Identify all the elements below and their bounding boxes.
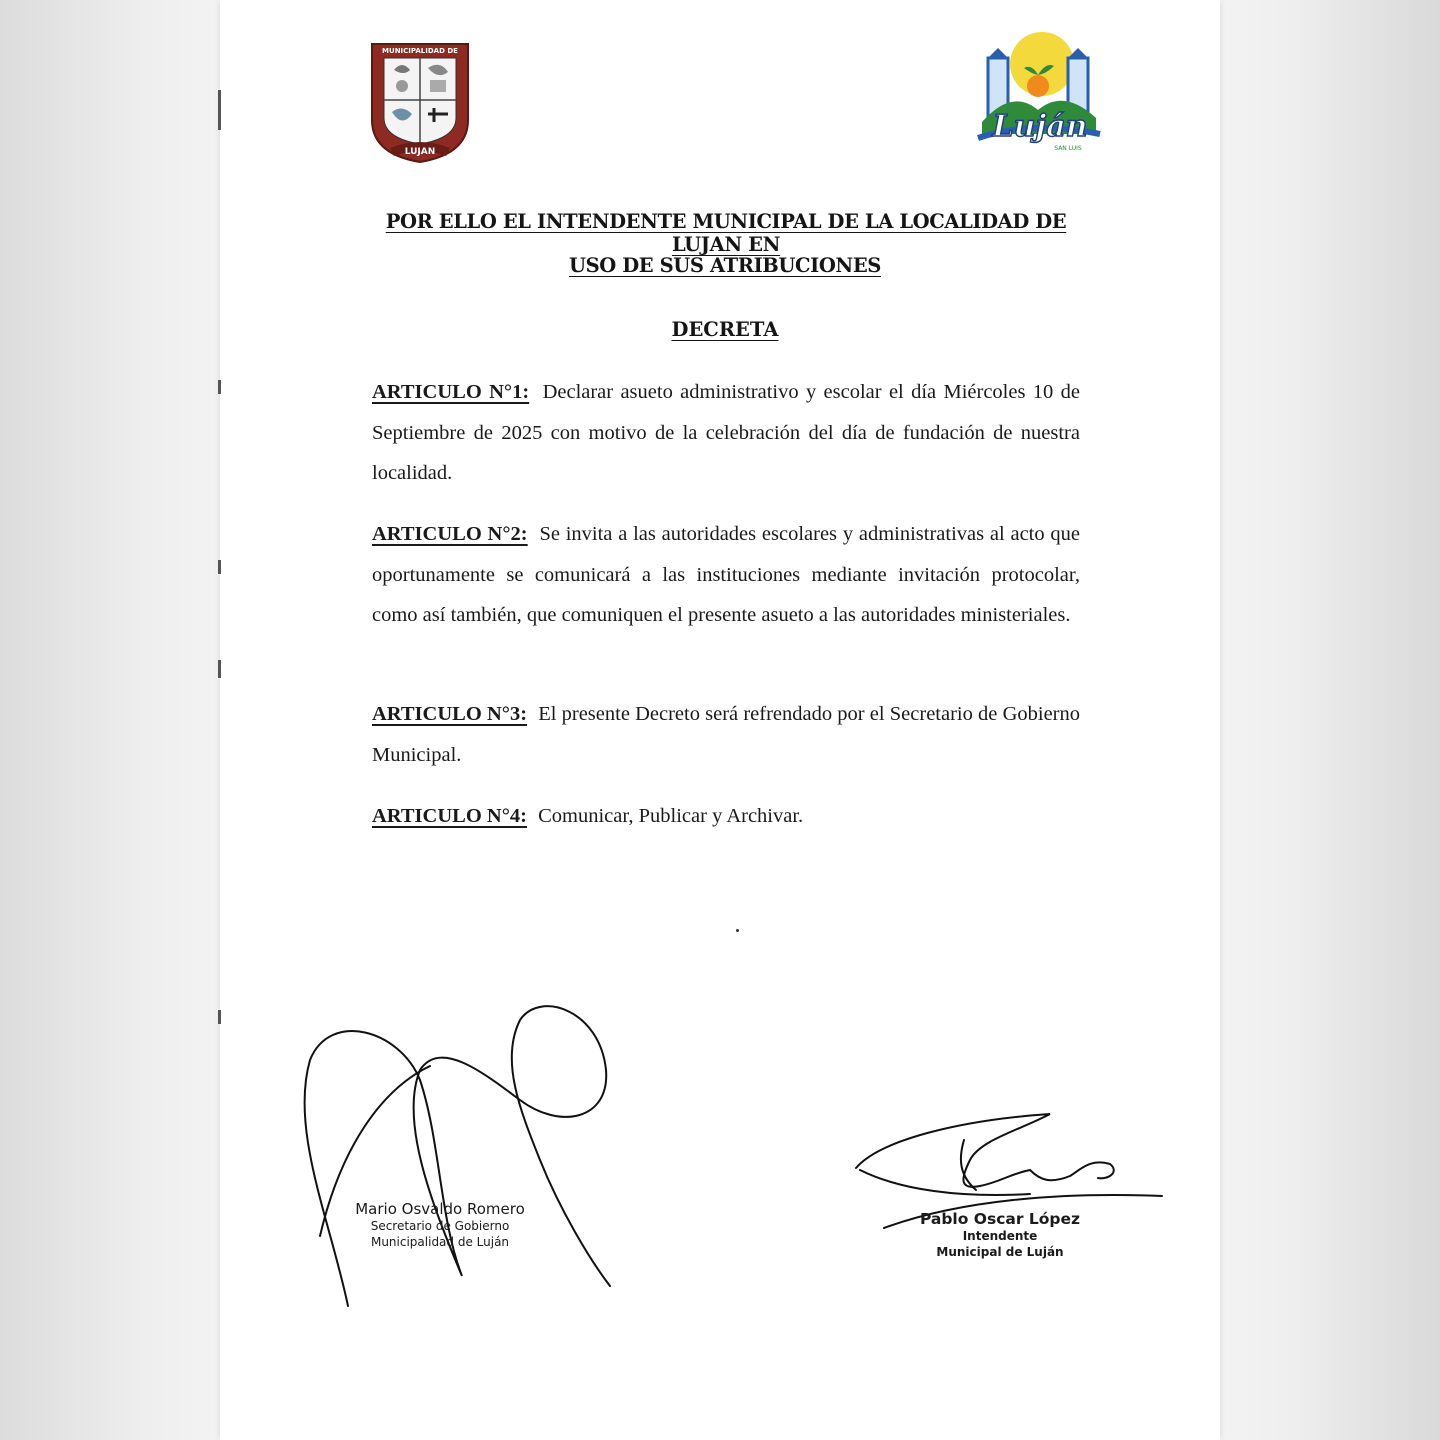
edge-mark: [218, 90, 221, 130]
article-label: ARTICULO N°1:: [372, 381, 530, 403]
edge-mark: [218, 380, 221, 394]
decree-heading-line-1: POR ELLO EL INTENDENTE MUNICIPAL DE LA LOCALIDAD DE LUJAN EN: [385, 210, 1067, 256]
edge-mark: [218, 1010, 221, 1024]
crest-bottom-label: LUJAN: [404, 147, 436, 157]
lujan-san-luis-logo: [972, 30, 1106, 162]
signature-block-secretary: [340, 1200, 540, 1250]
logo-subtext: SAN LUIS: [1054, 145, 1082, 152]
signatory-office: Municipalidad de Luján: [370, 1235, 510, 1249]
decree-heading-line-2: USO DE SUS ATRIBUCIONES: [569, 254, 881, 277]
article-3: [372, 694, 1080, 775]
logo-wordmark: Luján: [992, 109, 1088, 144]
signatory-role: Secretario de Gobierno: [370, 1219, 510, 1233]
signatory-name: Pablo Oscar López: [919, 1210, 1081, 1228]
article-label: ARTICULO N°4:: [372, 805, 527, 827]
signature-block-mayor: [900, 1210, 1100, 1260]
crest-top-label: MUNICIPALIDAD DE: [382, 47, 458, 55]
page-edge-marks: [218, 90, 224, 1090]
signatory-office: Municipal de Luján: [936, 1245, 1064, 1259]
signatory-role: Intendente: [962, 1229, 1038, 1243]
article-label: ARTICULO N°3:: [372, 703, 528, 725]
article-1: [372, 372, 1080, 494]
edge-mark: [218, 660, 221, 678]
article-label: ARTICULO N°2:: [372, 523, 528, 545]
article-text: Comunicar, Publicar y Archivar.: [538, 805, 804, 827]
speck: [736, 929, 739, 932]
municipal-crest-logo: [370, 42, 470, 164]
edge-mark: [218, 560, 221, 574]
decree-title: DECRETA: [671, 318, 779, 341]
article-text: El presente Decreto será refrendado por el Secretario de Gobierno Municipal.: [372, 703, 1080, 766]
article-text: Declarar asueto administrativo y escolar el día Miércoles 10 de Septiembre de 2025 con motivo de la celebración del día de fundación de nuestra localidad.: [372, 381, 1080, 484]
article-text: Se invita a las autoridades escolares y administrativas al acto que oportunamente se comunicará a las instituciones mediante invitación protocolar, como así también, que comuniquen el presente asueto a las autoridades ministeriales.: [372, 523, 1080, 626]
signatory-name: Mario Osvaldo Romero: [355, 1200, 525, 1218]
article-4: [372, 796, 1080, 837]
article-2: [372, 514, 1080, 636]
